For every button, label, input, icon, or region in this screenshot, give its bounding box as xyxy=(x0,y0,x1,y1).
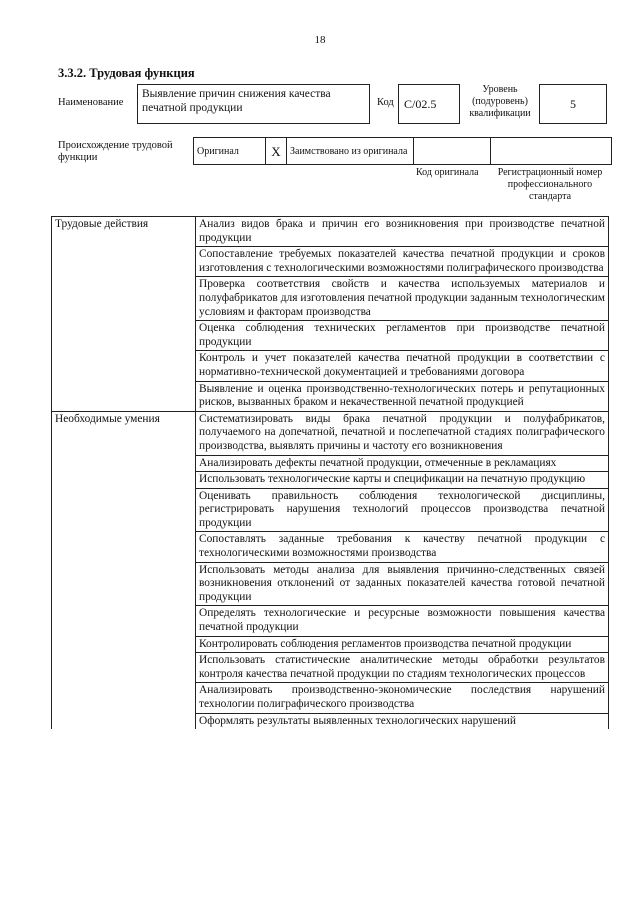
table-row xyxy=(52,411,609,455)
code-label: Код xyxy=(377,97,394,108)
level-value-box: 5 xyxy=(539,84,607,124)
origin-label: Происхождение трудовой функции xyxy=(58,140,173,163)
code-value-box: С/02.5 xyxy=(398,84,460,124)
item-cell: Проверка соответствия свойств и качества используемых материалов и полуфабрикатов для изготовления печатной продукции заданным технологическим условиям и факторам производства xyxy=(196,277,609,321)
reg-number-cell xyxy=(491,138,612,165)
code-original-cell xyxy=(414,138,491,165)
page-number: 18 xyxy=(314,34,326,46)
section-title: 3.3.2. Трудовая функция xyxy=(58,66,195,80)
name-label: Наименование xyxy=(58,97,124,108)
item-cell: Использовать технологические карты и спецификации на печатную продукцию xyxy=(196,472,609,489)
item-cell: Сопоставлять заданные требования к качеству печатной продукции с технологическими возможностями производства xyxy=(196,532,609,562)
item-cell: Сопоставление требуемых показателей качества печатной продукции и сроков изготовления с технологическими возможностями полиграфического производства xyxy=(196,247,609,277)
item-cell: Использовать статистические аналитические методы обработки результатов контроля качества печатной продукции по стадиям технологических процессов xyxy=(196,653,609,683)
item-cell: Оценивать правильность соблюдения технологической дисциплины, регистрировать нарушения технологий процессов производства печатной продукции xyxy=(196,488,609,532)
item-cell: Анализ видов брака и причин его возникновения при производстве печатной продукции xyxy=(196,217,609,247)
item-cell: Оценка соблюдения технических регламентов при производстве печатной продукции xyxy=(196,321,609,351)
original-mark: X xyxy=(266,138,287,165)
item-cell: Определять технологические и ресурсные возможности повышения качества печатной продукции xyxy=(196,606,609,636)
category-cell: Необходимые умения xyxy=(52,411,196,729)
original-label: Оригинал xyxy=(194,138,266,165)
reg-number-label: Регистрационный номер профессионального стандарта xyxy=(497,167,603,202)
function-details-body xyxy=(52,217,609,730)
item-cell: Систематизировать виды брака печатной продукции и полуфабрикатов, получаемого на допечатной, печатной и послепечатной стадиях полиграфического производства, выявлять причины и частоту его возникновения xyxy=(196,411,609,455)
item-cell: Оформлять результаты выявленных технологических нарушений xyxy=(196,713,609,729)
function-details-table xyxy=(51,216,609,729)
item-cell: Контролировать соблюдения регламентов производства печатной продукции xyxy=(196,636,609,653)
level-label: Уровень (подуровень) квалификации xyxy=(469,84,531,119)
category-cell: Трудовые действия xyxy=(52,217,196,412)
item-cell: Использовать методы анализа для выявления причинно-следственных связей возникновения отклонений от заданных показателей качества готовой печатной продукции xyxy=(196,562,609,606)
item-cell: Анализировать дефекты печатной продукции, отмеченные в рекламациях xyxy=(196,455,609,472)
item-cell: Выявление и оценка производственно-технологических потерь и репутационных рисков, вызванных браком и некачественной печатной продукцией xyxy=(196,381,609,411)
code-original-label: Код оригинала xyxy=(416,167,479,178)
function-name-box: Выявление причин снижения качества печатной продукции xyxy=(137,84,370,124)
origin-table xyxy=(193,137,612,165)
item-cell: Контроль и учет показателей качества печатной продукции в соответствии с нормативно-технической документацией и требованиями договора xyxy=(196,351,609,381)
table-row xyxy=(52,217,609,247)
borrowed-label: Заимствовано из оригинала xyxy=(287,138,414,165)
item-cell: Анализировать производственно-экономические последствия нарушений технологии полиграфического производства xyxy=(196,683,609,713)
